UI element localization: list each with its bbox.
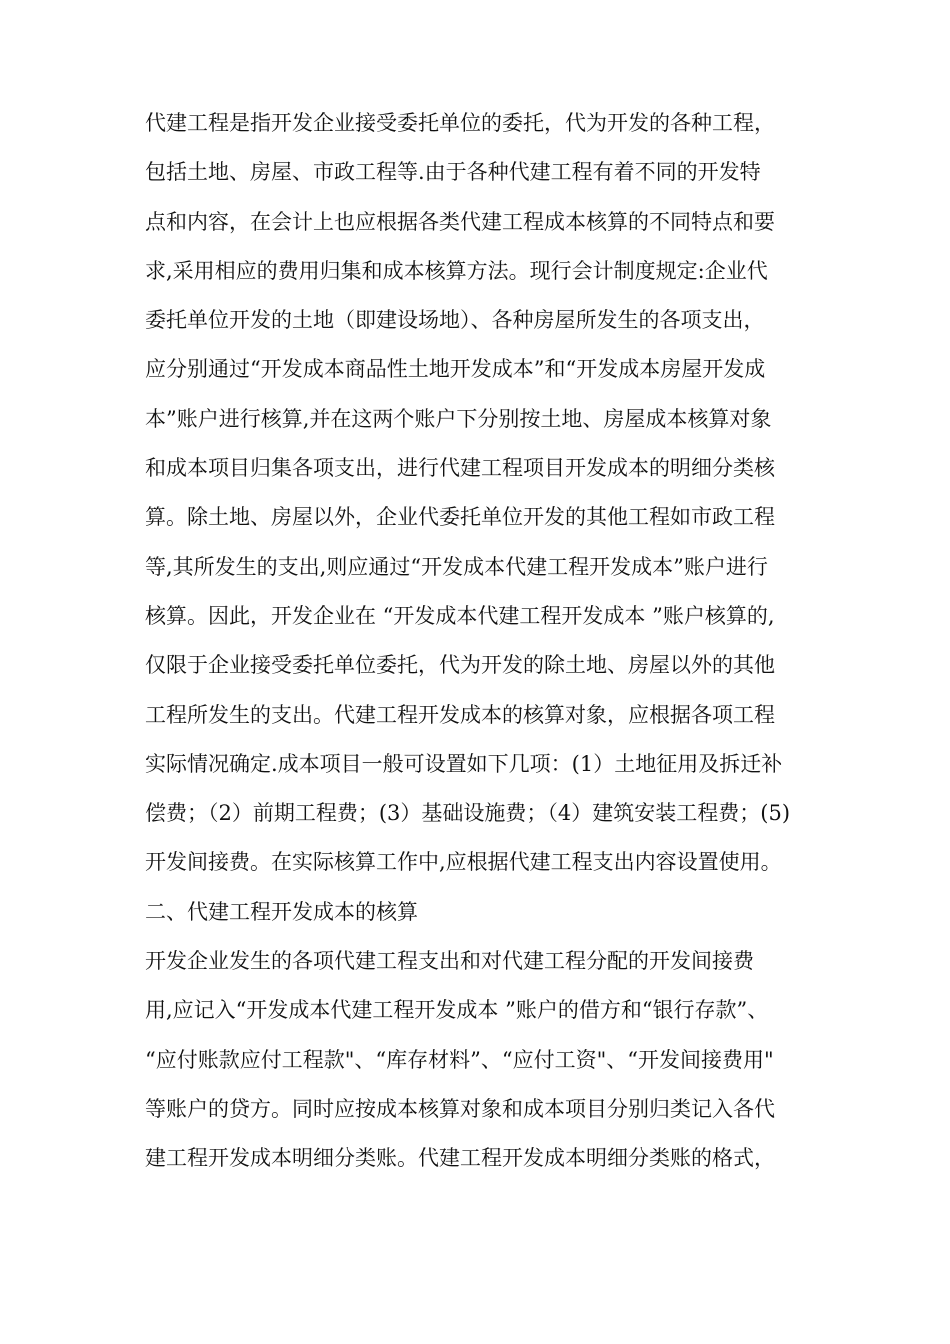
text-line: 等账户的贷方。同时应按成本核算对象和成本项目分别归类记入各代 xyxy=(145,1096,775,1121)
text-line: 代建工程是指开发企业接受委托单位的委托，代为开发的各种工程， xyxy=(145,111,775,135)
text-line: 包括土地、房屋、市政工程等.由于各种代建工程有着不同的开发特 xyxy=(145,160,761,185)
text-line: 开发企业发生的各项代建工程支出和对代建工程分配的开发间接费 xyxy=(145,949,754,974)
text-line: 本”账户进行核算,并在这两个账户下分别按土地、房屋成本核算对象 xyxy=(145,406,772,431)
text-line: 求,采用相应的费用归集和成本核算方法。现行会计制度规定:企业代 xyxy=(145,258,768,283)
text-line: 建工程开发成本明细分类账。代建工程开发成本明细分类账的格式， xyxy=(145,1146,775,1171)
text-line: 仅限于企业接受委托单位委托，代为开发的除土地、房屋以外的其他 xyxy=(145,653,775,678)
text-line: 等,其所发生的支出,则应通过“开发成本代建工程开发成本”账户进行 xyxy=(145,554,768,579)
text-line: 算。除土地、房屋以外，企业代委托单位开发的其他工程如市政工程 xyxy=(145,505,775,530)
text-line: 开发间接费。在实际核算工作中,应根据代建工程支出内容设置使用。 xyxy=(145,850,782,875)
text-line: 偿费；（2）前期工程费；(3）基础设施费；（4）建筑安装工程费；(5) xyxy=(145,801,791,826)
text-line: 用,应记入“开发成本代建工程开发成本 ”账户的借方和“银行存款”、 xyxy=(145,998,769,1023)
text-line: 实际情况确定.成本项目一般可设置如下几项：(1）土地征用及拆迁补 xyxy=(145,751,783,776)
text-line: 委托单位开发的土地（即建设场地）、各种房屋所发生的各项支出， xyxy=(145,308,765,333)
document-body xyxy=(145,104,820,1189)
text-line: 应分别通过“开发成本商品性土地开发成本”和“开发成本房屋开发成 xyxy=(145,357,766,382)
section-heading: 二、代建工程开发成本的核算 xyxy=(145,899,418,924)
text-line: 点和内容，在会计上也应根据各类代建工程成本核算的不同特点和要 xyxy=(145,209,775,234)
text-line: 和成本项目归集各项支出，进行代建工程项目开发成本的明细分类核 xyxy=(145,456,775,481)
text-line: “应付账款应付工程款"、“库存材料”、“应付工资"、“开发间接费用" xyxy=(145,1047,774,1072)
text-line: 工程所发生的支出。代建工程开发成本的核算对象，应根据各项工程 xyxy=(145,702,775,727)
text-line: 核算。因此，开发企业在 “开发成本代建工程开发成本 ”账户核算的, xyxy=(145,603,775,628)
